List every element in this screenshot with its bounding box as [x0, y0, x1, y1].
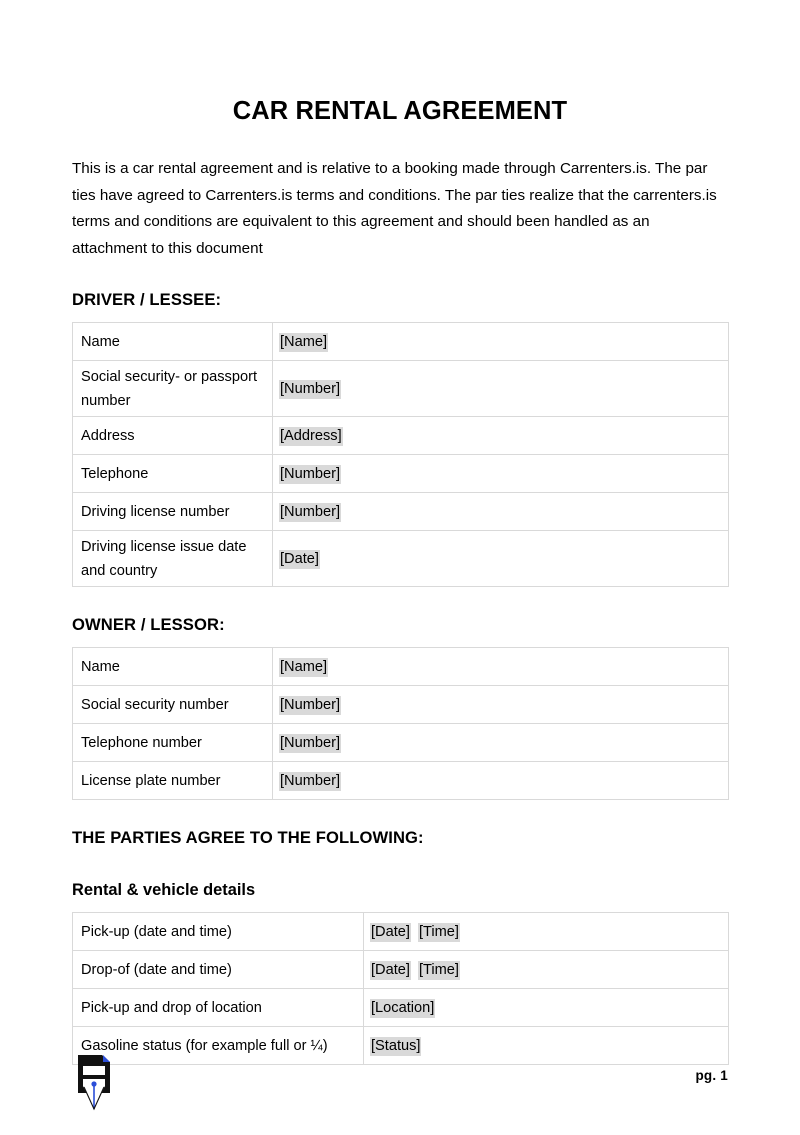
row-value[interactable] [273, 724, 729, 762]
rental-details-subheading: Rental & vehicle details [72, 881, 256, 900]
driver-details-table [72, 322, 729, 587]
table-row [73, 762, 729, 800]
row-label: Social security- or passport number [73, 361, 273, 417]
table-row [73, 417, 729, 455]
row-value[interactable] [364, 989, 729, 1027]
placeholder-field[interactable]: [Date] [280, 550, 319, 567]
placeholder-field[interactable]: [Name] [280, 333, 328, 350]
placeholder-field[interactable]: [Location] [371, 999, 435, 1016]
placeholder-field-date[interactable]: [Date] [371, 923, 410, 940]
placeholder-field-time[interactable]: [Time] [418, 961, 459, 978]
row-value[interactable] [364, 913, 729, 951]
placeholder-field[interactable]: [Address] [280, 427, 342, 444]
table-row [73, 323, 729, 361]
placeholder-field-date[interactable]: [Date] [371, 961, 410, 978]
row-value[interactable] [273, 323, 729, 361]
table-row [73, 913, 729, 951]
table-row [73, 951, 729, 989]
row-label: Driving license number [73, 493, 273, 531]
row-label: Drop-of (date and time) [73, 951, 364, 989]
placeholder-field[interactable]: [Status] [371, 1037, 421, 1054]
rental-details-table [72, 912, 729, 1065]
intro-paragraph: This is a car rental agreement and is relative to a booking made through Carrenters.is. The par ties have agreed to Carrenters.is terms and conditions. The par ties realize that the carrenters.is terms and conditions are equivalent to this agreement and should been handled as an attachment to this document [72, 160, 717, 257]
table-row [73, 989, 729, 1027]
owner-details-table [72, 647, 729, 800]
row-value[interactable] [273, 686, 729, 724]
row-value[interactable] [273, 648, 729, 686]
row-label: Name [73, 323, 273, 361]
row-label: Pick-up and drop of location [73, 989, 364, 1027]
owner-section-heading: OWNER / LESSOR: [72, 615, 225, 635]
placeholder-field[interactable]: [Number] [280, 734, 341, 751]
placeholder-field[interactable]: [Number] [280, 503, 341, 520]
agreement-section-heading: THE PARTIES AGREE TO THE FOLLOWING: [72, 828, 424, 848]
row-value[interactable] [273, 455, 729, 493]
row-label: Address [73, 417, 273, 455]
row-value[interactable] [273, 361, 729, 417]
table-row [73, 648, 729, 686]
page-number: pg. 1 [695, 1068, 728, 1083]
table-row [73, 493, 729, 531]
row-value[interactable] [273, 531, 729, 587]
row-label: Telephone number [73, 724, 273, 762]
placeholder-field[interactable]: [Number] [280, 380, 341, 397]
placeholder-field[interactable]: [Number] [280, 696, 341, 713]
row-label: Telephone [73, 455, 273, 493]
row-value[interactable] [273, 417, 729, 455]
placeholder-field[interactable]: [Number] [280, 465, 341, 482]
row-value[interactable] [364, 951, 729, 989]
placeholder-field-time[interactable]: [Time] [418, 923, 459, 940]
row-value[interactable] [273, 762, 729, 800]
table-row [73, 686, 729, 724]
driver-section-heading: DRIVER / LESSEE: [72, 290, 222, 310]
placeholder-field[interactable]: [Number] [280, 772, 341, 789]
table-row [73, 455, 729, 493]
row-label: Social security number [73, 686, 273, 724]
row-label: Pick-up (date and time) [73, 913, 364, 951]
row-label: Driving license issue date and country [73, 531, 273, 587]
page-title: CAR RENTAL AGREEMENT [232, 97, 568, 125]
placeholder-field[interactable]: [Name] [280, 658, 328, 675]
row-label: Gasoline status (for example full or ¼) [73, 1027, 364, 1065]
document-pen-nib-logo [72, 1053, 116, 1111]
row-label: Name [73, 648, 273, 686]
page-footer [72, 1055, 728, 1117]
row-value[interactable] [273, 493, 729, 531]
table-row [73, 531, 729, 587]
table-row [73, 724, 729, 762]
row-label: License plate number [73, 762, 273, 800]
table-row [73, 361, 729, 417]
